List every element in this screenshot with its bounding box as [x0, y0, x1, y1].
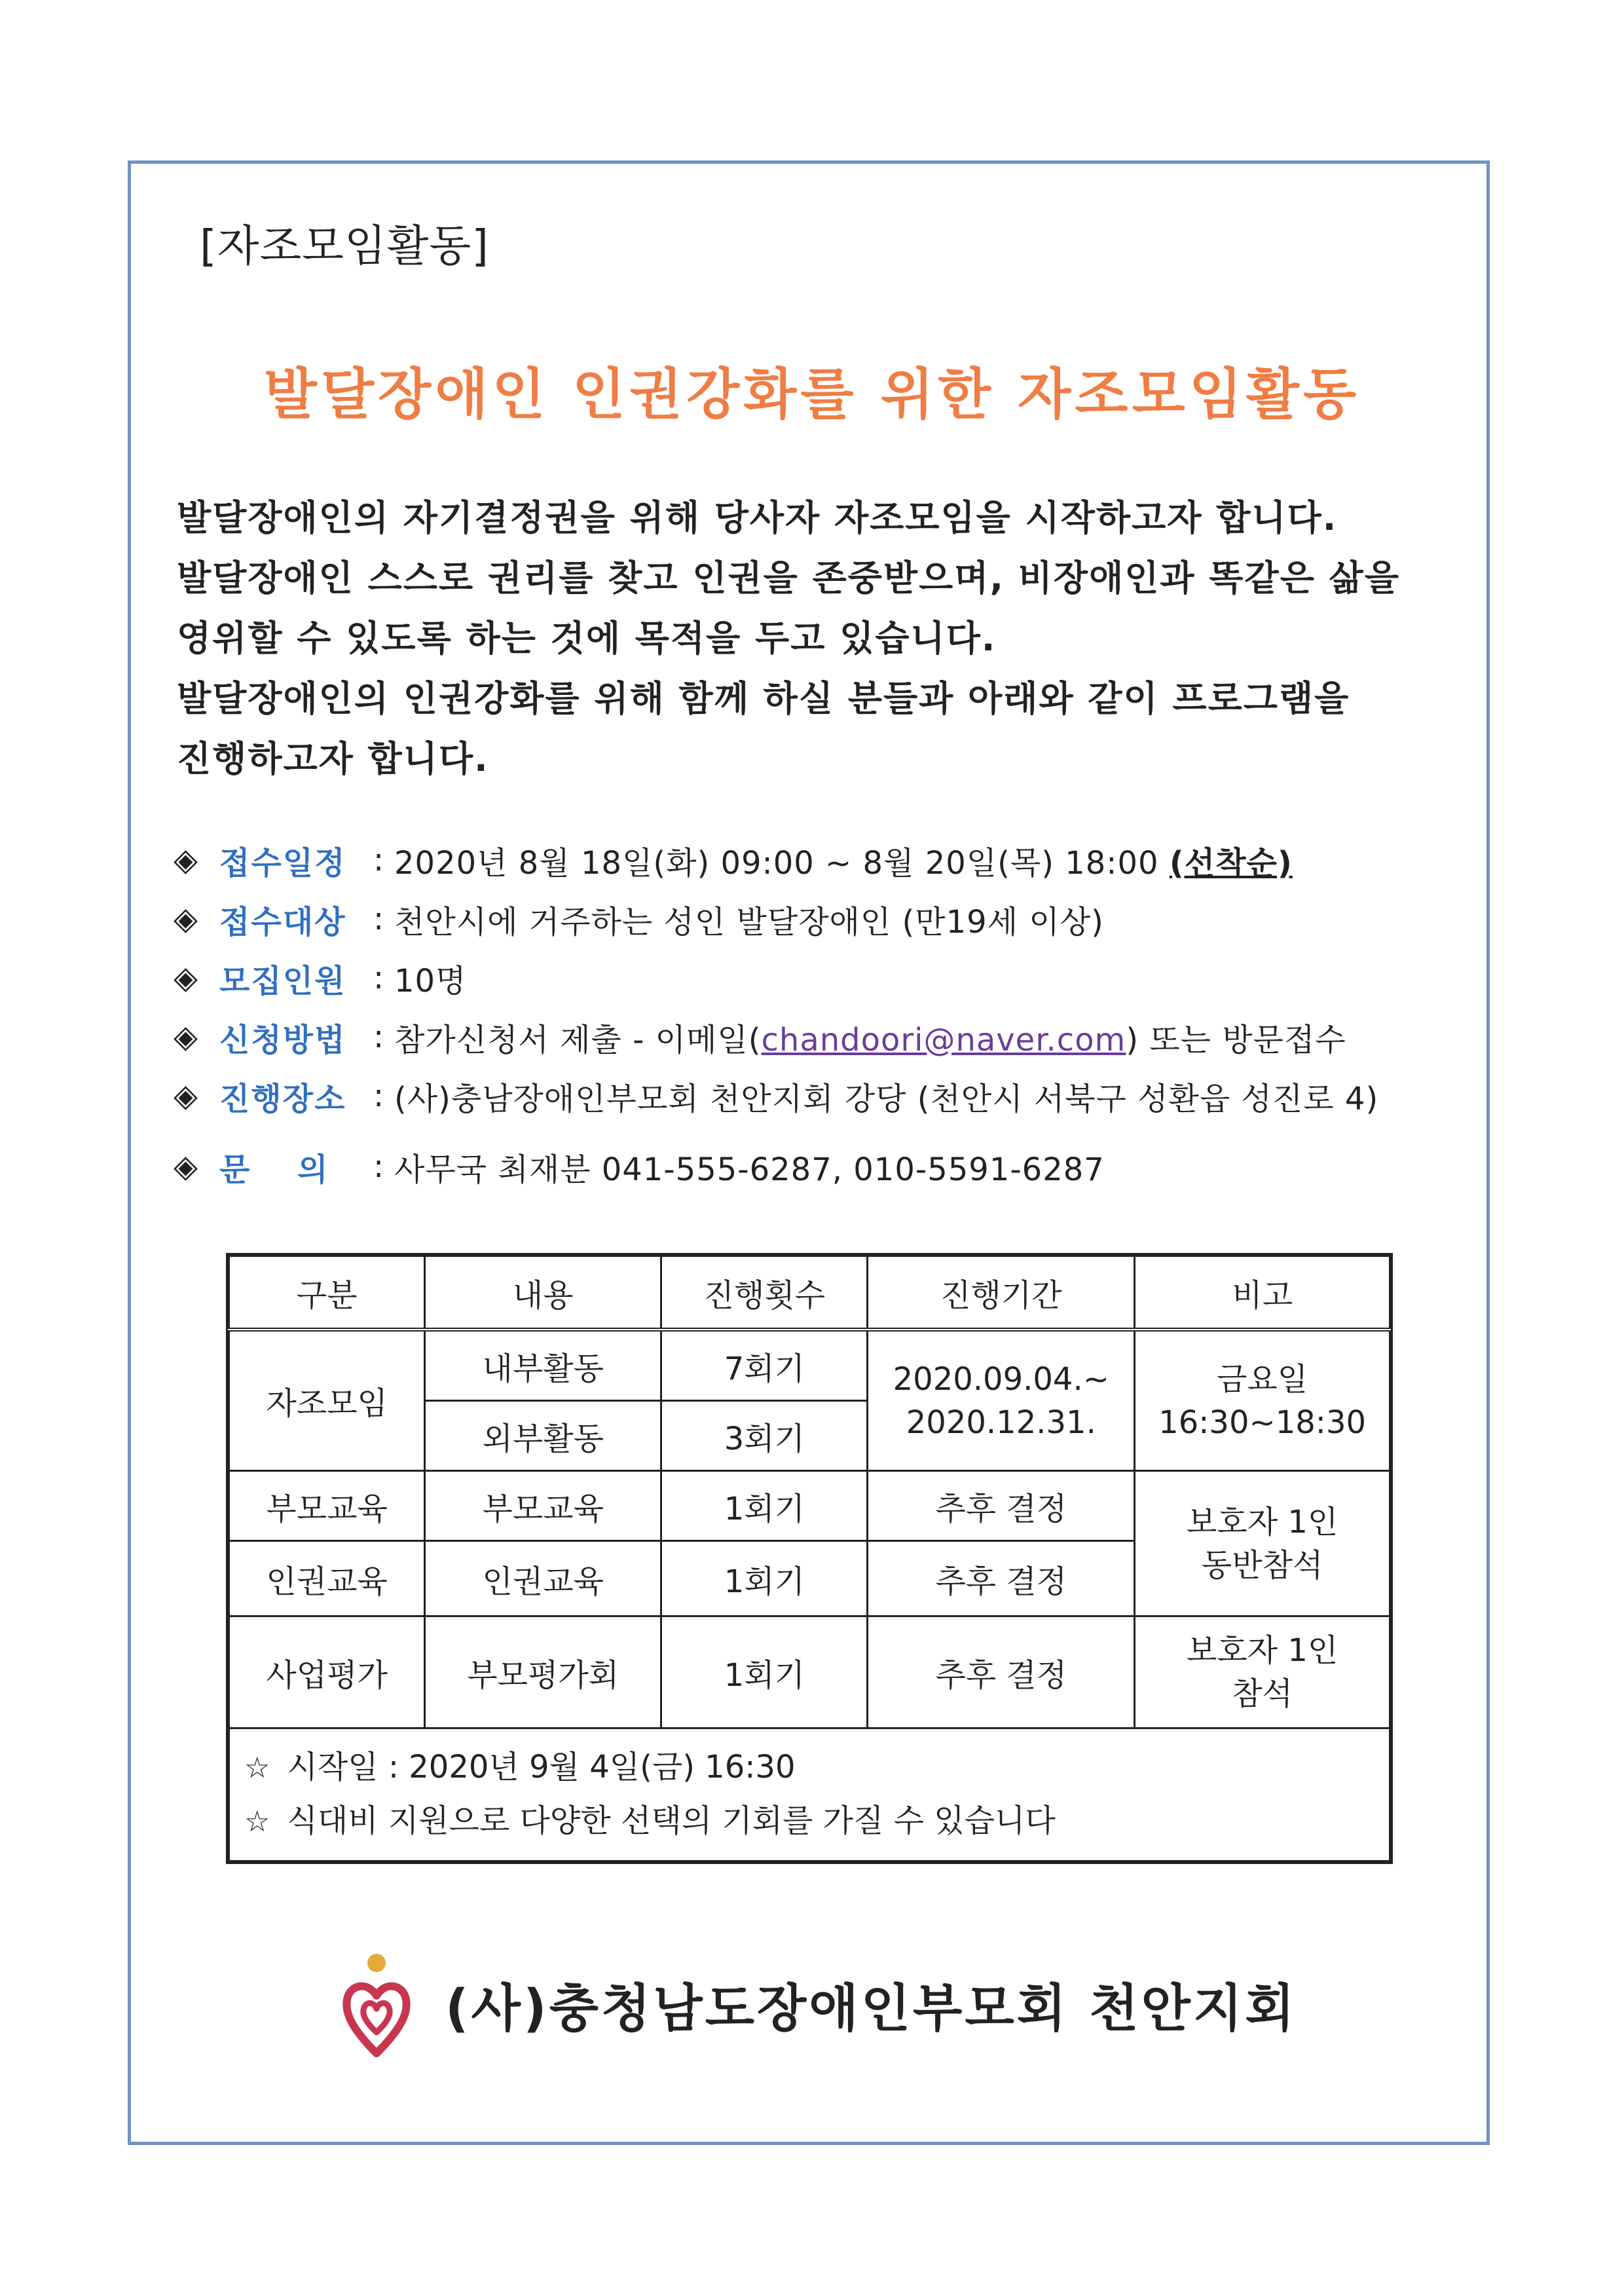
note-cell — [1135, 1471, 1390, 1616]
info-contact — [174, 1137, 1470, 1196]
note-cell — [1135, 1330, 1390, 1471]
intro-paragraph — [177, 488, 1460, 789]
category-cell: 인권교육 — [229, 1541, 425, 1616]
info-reception — [174, 830, 1470, 889]
info-list — [174, 830, 1470, 1196]
info-value: 사무국 최재분 041-555-6287, 010-5591-6287 — [394, 1151, 1105, 1188]
period-cell: 추후 결정 — [868, 1541, 1135, 1616]
intro-line: 발달장애인 스스로 권리를 찾고 인권을 존중받으며, 비장애인과 똑같은 삶을 — [177, 557, 1400, 599]
header-cell: 내용 — [425, 1256, 661, 1330]
note-cell — [1135, 1616, 1390, 1728]
diamond-bullet-icon: ◈ — [174, 960, 198, 996]
table-row — [229, 1616, 1390, 1728]
info-label: 접수대상 — [219, 903, 346, 941]
reception-dates: 2020년 8월 18일(화) 09:00 ~ 8월 20일(목) 18:00 — [394, 844, 1159, 882]
content-cell: 부모교육 — [425, 1471, 661, 1541]
note-line: 금요일 — [1217, 1360, 1308, 1398]
colon: : — [373, 960, 384, 996]
colon: : — [373, 901, 384, 937]
content-cell: 외부활동 — [425, 1401, 661, 1471]
heart-logo-icon — [341, 1949, 413, 2060]
first-come-note: (선착순) — [1169, 844, 1293, 882]
info-label: 접수일정 — [219, 844, 346, 882]
table-row — [229, 1471, 1390, 1541]
info-label: 문 의 — [219, 1151, 346, 1188]
email-link[interactable]: chandoori@naver.com — [761, 1021, 1126, 1058]
period-cell: 추후 결정 — [868, 1616, 1135, 1728]
info-label: 신청방법 — [219, 1021, 346, 1058]
info-value — [394, 838, 1293, 883]
notes-cell — [229, 1728, 1390, 1861]
headline: 발달장애인 인권강화를 위한 자조모임활동 — [263, 362, 1361, 426]
content-cell: 내부활동 — [425, 1330, 661, 1401]
note-line: 참석 — [1232, 1675, 1293, 1712]
colon: : — [373, 1018, 384, 1055]
note-line: 동반참석 — [1201, 1546, 1323, 1584]
diamond-bullet-icon: ◈ — [174, 1148, 198, 1185]
diamond-bullet-icon: ◈ — [174, 901, 198, 937]
apply-text-before: 참가신청서 제출 - 이메일( — [394, 1021, 762, 1058]
period-cell — [868, 1330, 1135, 1471]
count-cell: 7회기 — [661, 1330, 868, 1401]
info-recruit — [174, 948, 1470, 1007]
table-header-row — [229, 1256, 1390, 1330]
info-value: (사)충남장애인부모회 천안지회 강당 (천안시 서북구 성환읍 성진로 4) — [394, 1080, 1379, 1117]
category-cell: 자조모임 — [229, 1330, 425, 1471]
count-cell: 1회기 — [661, 1541, 868, 1616]
period-start: 2020.09.04.~ — [893, 1360, 1109, 1398]
period-cell: 추후 결정 — [868, 1471, 1135, 1541]
colon: : — [373, 1148, 384, 1185]
category-tag: [자조모임활동] — [200, 221, 490, 271]
info-target — [174, 889, 1470, 948]
intro-line: 진행하고자 합니다. — [177, 738, 489, 779]
star-outline-icon: ☆ — [244, 1805, 270, 1838]
period-end: 2020.12.31. — [906, 1404, 1096, 1441]
info-label: 모집인원 — [219, 962, 346, 999]
star-outline-icon: ☆ — [244, 1751, 270, 1785]
header-cell: 비고 — [1135, 1256, 1390, 1330]
info-venue — [174, 1066, 1470, 1125]
note-line: 보호자 1인 — [1186, 1503, 1338, 1540]
intro-line: 발달장애인의 자기결정권을 위해 당사자 자조모임을 시작하고자 합니다. — [177, 497, 1338, 538]
footer — [341, 1949, 1297, 2060]
content-cell: 인권교육 — [425, 1541, 661, 1616]
colon: : — [373, 1077, 384, 1114]
table-notes-row — [229, 1728, 1390, 1861]
diamond-bullet-icon: ◈ — [174, 1018, 198, 1055]
count-cell: 1회기 — [661, 1616, 868, 1728]
organization-name: (사)충청남도장애인부모회 천안지회 — [445, 1979, 1297, 2038]
info-value — [394, 1015, 1346, 1060]
info-value: 10명 — [394, 962, 467, 999]
header-cell: 진행횟수 — [661, 1256, 868, 1330]
content-cell: 부모평가회 — [425, 1616, 661, 1728]
category-cell: 부모교육 — [229, 1471, 425, 1541]
category-cell: 사업평가 — [229, 1616, 425, 1728]
info-value: 천안시에 거주하는 성인 발달장애인 (만19세 이상) — [394, 903, 1104, 941]
colon: : — [373, 842, 384, 878]
diamond-bullet-icon: ◈ — [174, 1077, 198, 1114]
note-item — [244, 1741, 1389, 1795]
count-cell: 3회기 — [661, 1401, 868, 1471]
note-text: 식대비 지원으로 다양한 선택의 기회를 가질 수 있습니다 — [287, 1802, 1056, 1839]
intro-line: 발달장애인의 인권강화를 위해 함께 하실 분들과 아래와 같이 프로그램을 — [177, 678, 1350, 719]
header-cell: 구분 — [229, 1256, 425, 1330]
note-line: 보호자 1인 — [1186, 1632, 1338, 1669]
note-item — [244, 1795, 1389, 1848]
note-line: 16:30~18:30 — [1158, 1404, 1367, 1441]
info-apply — [174, 1007, 1470, 1066]
apply-text-after: ) 또는 방문접수 — [1126, 1021, 1346, 1058]
info-label: 진행장소 — [219, 1080, 346, 1117]
schedule-table — [228, 1255, 1391, 1862]
count-cell: 1회기 — [661, 1471, 868, 1541]
table-row — [229, 1330, 1390, 1401]
note-text: 시작일 : 2020년 9월 4일(금) 16:30 — [287, 1749, 796, 1785]
intro-line: 영위할 수 있도록 하는 것에 목적을 두고 있습니다. — [177, 618, 997, 659]
header-cell: 진행기간 — [868, 1256, 1135, 1330]
diamond-bullet-icon: ◈ — [174, 842, 198, 878]
